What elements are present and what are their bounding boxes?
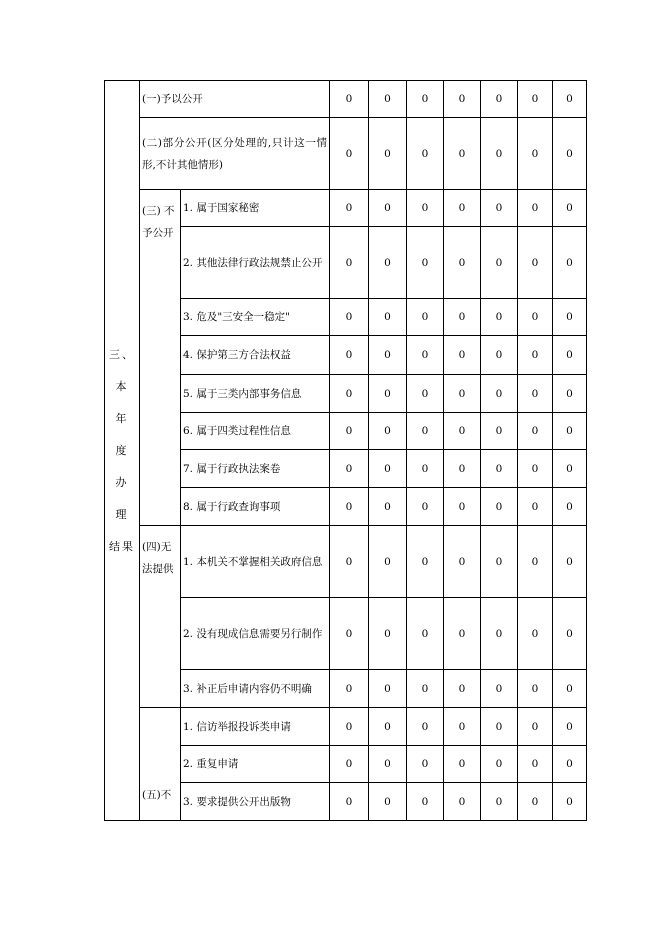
main-label: 三、本 年 度 办 理 结果 xyxy=(109,347,135,553)
table-row xyxy=(105,708,587,746)
cell-value: 0 xyxy=(481,227,518,299)
cell-value: 0 xyxy=(330,227,369,299)
group-label-not-processed: (五)不 xyxy=(140,708,181,821)
cell-value: 0 xyxy=(518,526,553,598)
cell-value: 0 xyxy=(407,488,444,526)
cell-value: 0 xyxy=(407,299,444,336)
cell-value: 0 xyxy=(481,81,518,118)
cell-value: 0 xyxy=(553,299,587,336)
cell-value: 0 xyxy=(444,783,481,821)
row-label: (一)予以公开 xyxy=(140,81,330,118)
cell-value: 0 xyxy=(330,783,369,821)
cell-value: 0 xyxy=(518,336,553,375)
cell-value: 0 xyxy=(553,118,587,190)
cell-value: 0 xyxy=(518,488,553,526)
cell-value: 0 xyxy=(518,81,553,118)
cell-value: 0 xyxy=(407,598,444,670)
cell-value: 0 xyxy=(330,336,369,375)
cell-value: 0 xyxy=(444,670,481,708)
cell-value: 0 xyxy=(330,488,369,526)
cell-value: 0 xyxy=(553,526,587,598)
cell-value: 0 xyxy=(330,375,369,413)
cell-value: 0 xyxy=(444,375,481,413)
cell-value: 0 xyxy=(481,488,518,526)
cell-value: 0 xyxy=(369,526,407,598)
cell-value: 0 xyxy=(518,783,553,821)
cell-value: 0 xyxy=(518,299,553,336)
cell-value: 0 xyxy=(444,118,481,190)
cell-value: 0 xyxy=(369,746,407,783)
cell-value: 0 xyxy=(330,746,369,783)
row-label: 2. 重复申请 xyxy=(181,746,330,783)
cell-value: 0 xyxy=(481,746,518,783)
cell-value: 0 xyxy=(407,336,444,375)
cell-value: 0 xyxy=(481,375,518,413)
cell-value: 0 xyxy=(553,488,587,526)
cell-value: 0 xyxy=(407,227,444,299)
section-label-annual-results xyxy=(105,81,140,821)
cell-value: 0 xyxy=(407,81,444,118)
cell-value: 0 xyxy=(407,526,444,598)
cell-value: 0 xyxy=(330,118,369,190)
cell-value: 0 xyxy=(369,708,407,746)
cell-value: 0 xyxy=(444,526,481,598)
cell-value: 0 xyxy=(369,488,407,526)
cell-value: 0 xyxy=(369,227,407,299)
cell-value: 0 xyxy=(518,450,553,488)
cell-value: 0 xyxy=(407,670,444,708)
cell-value: 0 xyxy=(444,708,481,746)
cell-value: 0 xyxy=(369,450,407,488)
cell-value: 0 xyxy=(444,598,481,670)
group-label-cannot-provide: (四)无法提供 xyxy=(140,526,181,708)
cell-value: 0 xyxy=(407,783,444,821)
cell-value: 0 xyxy=(444,227,481,299)
cell-value: 0 xyxy=(518,227,553,299)
cell-value: 0 xyxy=(553,336,587,375)
cell-value: 0 xyxy=(369,413,407,450)
cell-value: 0 xyxy=(444,299,481,336)
row-label: 6. 属于四类过程性信息 xyxy=(181,413,330,450)
cell-value: 0 xyxy=(481,450,518,488)
cell-value: 0 xyxy=(369,375,407,413)
table-row xyxy=(105,526,587,598)
row-label: 2. 其他法律行政法规禁止公开 xyxy=(181,227,330,299)
cell-value: 0 xyxy=(369,81,407,118)
cell-value: 0 xyxy=(553,413,587,450)
row-label: 5. 属于三类内部事务信息 xyxy=(181,375,330,413)
cell-value: 0 xyxy=(518,670,553,708)
cell-value: 0 xyxy=(369,190,407,227)
cell-value: 0 xyxy=(481,598,518,670)
cell-value: 0 xyxy=(407,413,444,450)
cell-value: 0 xyxy=(407,746,444,783)
cell-value: 0 xyxy=(518,708,553,746)
cell-value: 0 xyxy=(518,598,553,670)
cell-value: 0 xyxy=(407,708,444,746)
cell-value: 0 xyxy=(518,375,553,413)
cell-value: 0 xyxy=(518,190,553,227)
table-row xyxy=(105,118,587,190)
cell-value: 0 xyxy=(553,670,587,708)
cell-value: 0 xyxy=(518,118,553,190)
cell-value: 0 xyxy=(481,299,518,336)
cell-value: 0 xyxy=(553,81,587,118)
cell-value: 0 xyxy=(444,81,481,118)
cell-value: 0 xyxy=(369,783,407,821)
cell-value: 0 xyxy=(518,746,553,783)
cell-value: 0 xyxy=(407,190,444,227)
cell-value: 0 xyxy=(407,118,444,190)
table-row xyxy=(105,81,587,118)
cell-value: 0 xyxy=(518,413,553,450)
cell-value: 0 xyxy=(481,118,518,190)
cell-value: 0 xyxy=(369,336,407,375)
cell-value: 0 xyxy=(444,336,481,375)
row-label: 1. 本机关不掌握相关政府信息 xyxy=(181,526,330,598)
cell-value: 0 xyxy=(553,190,587,227)
cell-value: 0 xyxy=(481,190,518,227)
cell-value: 0 xyxy=(553,598,587,670)
cell-value: 0 xyxy=(369,118,407,190)
cell-value: 0 xyxy=(444,746,481,783)
row-label: 4. 保护第三方合法权益 xyxy=(181,336,330,375)
cell-value: 0 xyxy=(369,670,407,708)
table-row xyxy=(105,190,587,227)
cell-value: 0 xyxy=(553,746,587,783)
row-label: (二)部分公开(区分处理的,只计这一情形,不计其他情形) xyxy=(140,118,330,190)
cell-value: 0 xyxy=(330,450,369,488)
cell-value: 0 xyxy=(481,708,518,746)
group-label-not-disclosed: (三) 不予公开 xyxy=(140,190,181,526)
cell-value: 0 xyxy=(407,375,444,413)
cell-value: 0 xyxy=(330,708,369,746)
cell-value: 0 xyxy=(330,190,369,227)
row-label: 3. 补正后申请内容仍不明确 xyxy=(181,670,330,708)
cell-value: 0 xyxy=(444,190,481,227)
cell-value: 0 xyxy=(369,299,407,336)
cell-value: 0 xyxy=(444,413,481,450)
cell-value: 0 xyxy=(553,450,587,488)
row-label: 1. 属于国家秘密 xyxy=(181,190,330,227)
row-label: 2. 没有现成信息需要另行制作 xyxy=(181,598,330,670)
cell-value: 0 xyxy=(481,336,518,375)
row-label: 3. 要求提供公开出版物 xyxy=(181,783,330,821)
cell-value: 0 xyxy=(481,783,518,821)
cell-value: 0 xyxy=(407,450,444,488)
results-table xyxy=(104,80,587,821)
cell-value: 0 xyxy=(444,488,481,526)
cell-value: 0 xyxy=(481,670,518,708)
cell-value: 0 xyxy=(330,413,369,450)
row-label: 1. 信访举报投诉类申请 xyxy=(181,708,330,746)
row-label: 3. 危及"三安全一稳定" xyxy=(181,299,330,336)
cell-value: 0 xyxy=(481,526,518,598)
cell-value: 0 xyxy=(553,375,587,413)
cell-value: 0 xyxy=(444,450,481,488)
cell-value: 0 xyxy=(553,783,587,821)
cell-value: 0 xyxy=(330,81,369,118)
cell-value: 0 xyxy=(330,670,369,708)
cell-value: 0 xyxy=(369,598,407,670)
cell-value: 0 xyxy=(553,227,587,299)
row-label: 8. 属于行政查询事项 xyxy=(181,488,330,526)
cell-value: 0 xyxy=(330,598,369,670)
cell-value: 0 xyxy=(330,526,369,598)
cell-value: 0 xyxy=(481,413,518,450)
cell-value: 0 xyxy=(553,708,587,746)
cell-value: 0 xyxy=(330,299,369,336)
row-label: 7. 属于行政执法案卷 xyxy=(181,450,330,488)
